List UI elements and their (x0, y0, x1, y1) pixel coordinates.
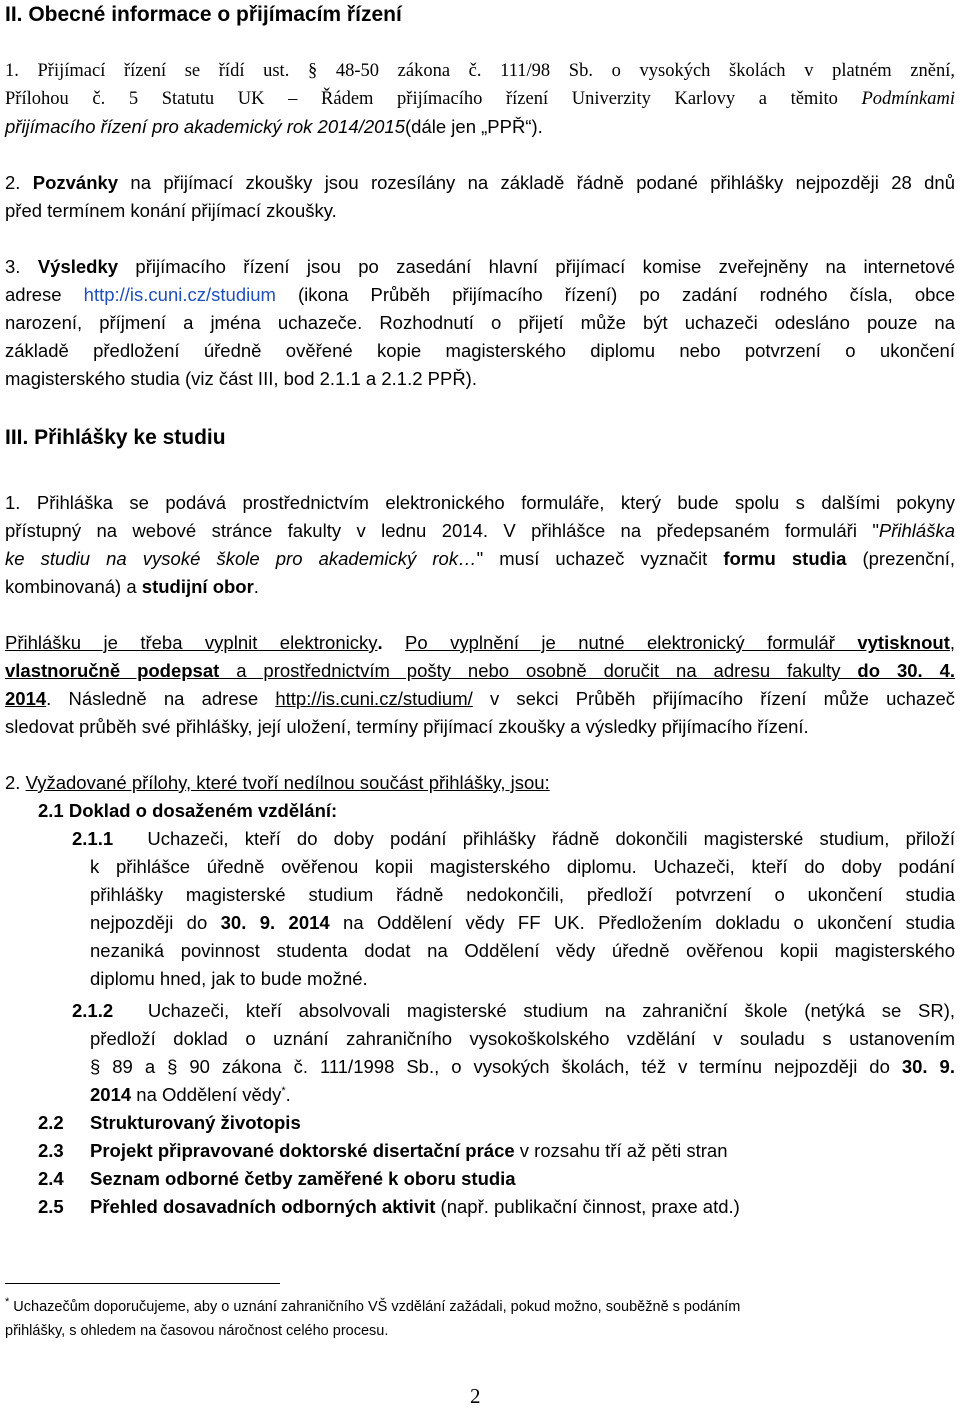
paragraph-line: § 89 a § 90 zákona č. 111/1998 Sb., o vysokých školách, též v termínu nejpozději do 30. 9. (90, 1056, 955, 1077)
paragraph-line: základě předložení úředně ověřené kopie magisterského diplomu nebo potvrzení o ukončení (5, 340, 955, 361)
paragraph-line: před termínem konání přijímací zkoušky. (5, 200, 337, 221)
footnote: přihlášky, s ohledem na časovou náročnost celého procesu. (5, 1323, 389, 1339)
paragraph-line: 3. Výsledky přijímacího řízení jsou po zasedání hlavní přijímací komise zveřejněny na internetové (5, 256, 955, 277)
paragraph-line: přijímacího řízení pro akademický rok 2014/2015(dále jen „PPŘ“). (5, 116, 543, 137)
list-item: 2.4 Seznam odborné četby zaměřené k oboru studia (38, 1168, 516, 1189)
paragraph-line: 2014. Následně na adrese http://is.cuni.cz/studium/ v sekci Průběh přijímacího řízení může uchazeč (5, 688, 955, 709)
paragraph-line: 1. Přihláška se podává prostřednictvím elektronického formuláře, který bude spolu s dalšími pokyny (5, 492, 955, 513)
paragraph-line: 1. Přijímací řízení se řídí ust. § 48-50 zákona č. 111/98 Sb. o vysokých školách v platném znění, (5, 61, 955, 81)
paragraph-line: 2014 na Oddělení vědy*. (90, 1084, 291, 1105)
paragraph-line: přihlášky magisterské studium řádně nedokončili, předloží potvrzení o ukončení studia (90, 884, 955, 905)
section-heading: III. Přihlášky ke studiu (5, 426, 226, 449)
paragraph-line: předloží doklad o uznání zahraničního vysokoškolského vzdělání v souladu s ustanovením (90, 1028, 955, 1049)
paragraph-line: adrese http://is.cuni.cz/studium (ikona Průběh přijímacího řízení) po zadání rodného čísla, obce (5, 284, 955, 305)
sub-heading: 2.1 Doklad o dosaženém vzdělání: (38, 800, 338, 821)
section-heading: II. Obecné informace o přijímacím řízení (5, 3, 402, 26)
paragraph-line: Přihlášku je třeba vyplnit elektronicky. Po vyplnění je nutné elektronický formulář vytisknout, (5, 632, 956, 653)
paragraph-line: Přílohou č. 5 Statutu UK – Řádem přijímacího řízení Univerzity Karlovy a těmito Podmínkami (5, 89, 955, 109)
paragraph-line: 2. Pozvánky na přijímací zkoušky jsou rozesílány na základě řádně podané přihlášky nejpozději 28 dnů (5, 172, 955, 193)
paragraph-line: kombinovaná) a studijní obor. (5, 576, 259, 597)
list-item: 2.3 Projekt připravované doktorské disertační práce v rozsahu tří až pěti stran (38, 1140, 728, 1161)
footnote: * Uchazečům doporučujeme, aby o uznání zahraničního VŠ vzdělání zažádali, pokud možno, souběžně s podáním (5, 1296, 741, 1315)
paragraph-line: 2.1.2 Uchazeči, kteří absolvovali magisterské studium na zahraniční škole (netýká se SR), (72, 1000, 955, 1021)
paragraph-line: k přihlášce úředně ověřenou kopii magisterského diplomu. Uchazeči, kteří do doby podání (90, 856, 955, 877)
footnote-marker[interactable]: * (281, 1084, 286, 1097)
paragraph-line: vlastnoručně podepsat a prostřednictvím pošty nebo osobně doručit na adresu fakulty do 30. 4. (5, 660, 956, 681)
page-number: 2 (470, 1384, 481, 1408)
paragraph-line: nejpozději do 30. 9. 2014 na Oddělení vědy FF UK. Předložením dokladu o ukončení studia (90, 912, 955, 933)
studium-link[interactable]: http://is.cuni.cz/studium/ (275, 688, 473, 709)
paragraph-line: nezaniká povinnost studenta dodat na Oddělení vědy úředně ověřenou kopii magisterského (90, 940, 955, 961)
paragraph-line: 2.1.1 Uchazeči, kteří do doby podání přihlášky řádně dokončili magisterské studium, přiloží (72, 828, 955, 849)
list-item: 2.2 Strukturovaný životopis (38, 1112, 301, 1133)
paragraph-line: magisterského studia (viz část III, bod 2.1.1 a 2.1.2 PPŘ). (5, 368, 477, 389)
paragraph-line: ke studiu na vysoké škole pro akademický rok…" musí uchazeč vyznačit formu studia (prezenční, (5, 548, 956, 569)
list-item: 2.5 Přehled dosavadních odborných aktivit (např. publikační činnost, praxe atd.) (38, 1196, 740, 1217)
studium-link[interactable]: http://is.cuni.cz/studium (83, 284, 276, 305)
footnote-divider (5, 1283, 280, 1284)
paragraph-line: sledovat průběh své přihlášky, její uložení, termíny přijímací zkoušky a výsledky přijímacího řízení. (5, 716, 809, 737)
paragraph-line: přístupný na webové stránce fakulty v lednu 2014. V přihlášce na předepsaném formuláři "Přihláška (5, 520, 955, 541)
list-item: 2. Vyžadované přílohy, které tvoří nedílnou součást přihlášky, jsou: (5, 772, 550, 793)
paragraph-line: diplomu hned, jak to bude možné. (90, 968, 368, 989)
paragraph-line: narození, příjmení a jména uchazeče. Rozhodnutí o přijetí může být uchazeči odesláno pouze na (5, 312, 956, 333)
